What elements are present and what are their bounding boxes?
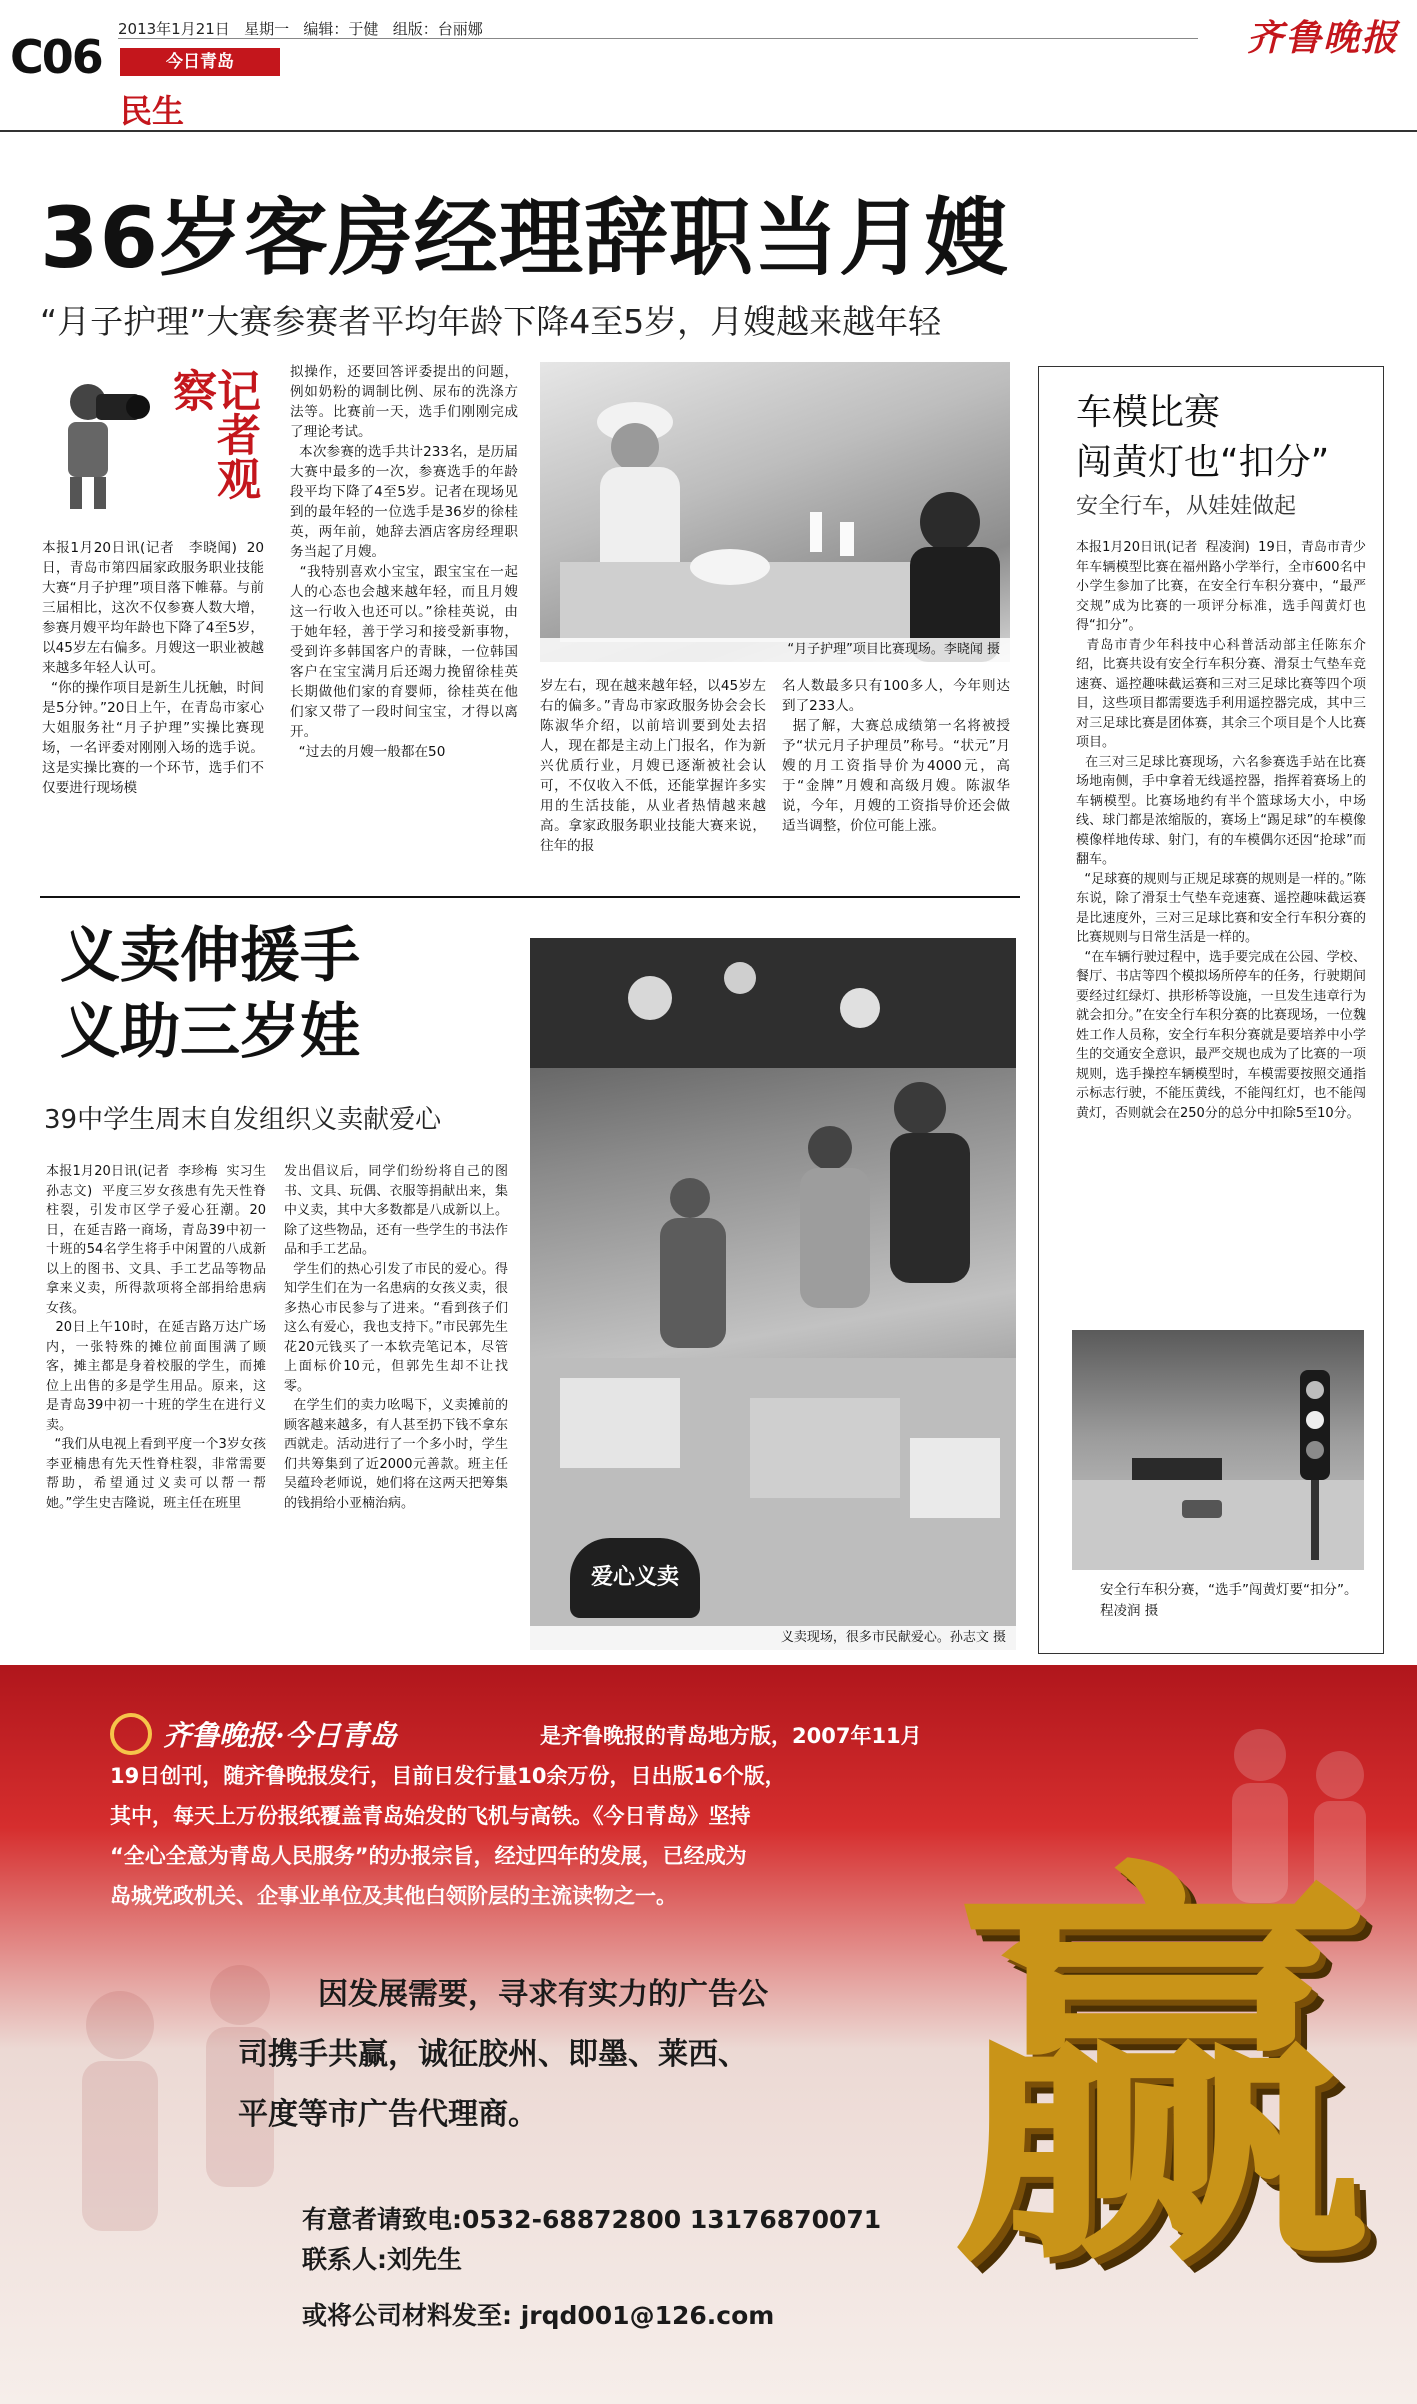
article-3-photo <box>530 938 1016 1650</box>
charity-sign-text: 爱心义卖 <box>590 1565 679 1590</box>
ad-intro-3: 其中，每天上万份报纸覆盖青岛始发的飞机与高铁。《今日青岛》坚持 <box>110 1804 751 1828</box>
ad-contact-phone: 有意者请致电:0532-68872800 13176870071 <box>302 2205 882 2234</box>
charity-sign <box>570 1538 700 1618</box>
article-3-col-1: 本报1月20日讯(记者 李珍梅 实习生 孙志文) 平度三岁女孩患有先天性脊柱裂，引发市区学子爱心狂潮。20日，在延吉路一商场，青岛39中初一十班的54名学生将手中闲置的八成新以上的图书、文具、手工艺品等物品拿来义卖，所得款项将全部捐给患病女孩。 20日上午10时，在延吉路万达广场内，一张特殊的摊位前面围满了顾客，摊主都是身着校服的学生，而摊位上出售的多是学生用品。原来，这是青岛39中初一十班的学生在进行义卖。 “我们从电视上看到平度一个3岁女孩李亚楠患有先天性脊柱裂，非常需要帮助，希望通过义卖可以帮一帮她。”学生史吉隆说，班主任在班里 <box>46 1164 267 1511</box>
dateline: 2013年1月21日 星期一 编辑：于健 组版：台丽娜 <box>118 20 483 38</box>
article-1-col-2: 拟操作，还要回答评委提出的问题，例如奶粉的调制比例、尿布的洗涤方法等。比赛前一天，选手们刚刚完成了理论考试。 本次参赛的选手共计233名，是历届大赛中最多的一次，参赛选手的年龄段平均下降了4至5岁。记者在现场见到的最年轻的一位选手是36岁的徐桂英，两年前，她辞去酒店客房经理职务当起了月嫂。 “我特别喜欢小宝宝，跟宝宝在一起人的心态也会越来越年轻，而且月嫂这一行收入也还可以。”徐桂英说，由于她年轻，善于学习和接受新事物，受到许多韩国客户的青睐，一位韩国客户在宝宝满月后还竭力挽留徐桂英长期做他们家的育婴师，徐桂英在他们家又带了一段时间宝宝，才得以离开。 “过去的月嫂一般都在50 <box>290 364 518 760</box>
article-2-body: 本报1月20日讯(记者 程凌润) 19日，青岛市青少年车辆模型比赛在福州路小学举行，全市600名中小学生参加了比赛，在安全行车积分赛中，“最严交规”成为比赛的一项评分标准，选手闯黄灯也得“扣分”。 青岛市青少年科技中心科普活动部主任陈东介绍，比赛共设有安全行车积分赛、滑泵士气垫车竞速赛、遥控趣味截运赛和三对三足球比赛等四个项目，这些项目都需要选手利用遥控器完成，其中三对三足球比赛是团体赛，其余三个项目是个人比赛项目。 在三对三足球比赛现场，六名参赛选手站在比赛场地南侧，手中拿着无线遥控器，指挥着赛场上的车辆模型。比赛场地约有半个篮球场大小，中场线、球门都是浓缩版的，赛场上“踢足球”的车模像模像样地传球、射门，有的车模偶尔还因“抢球”而翻车。 “足球赛的规则与正规足球赛的规则是一样的。”陈东说，除了滑泵士气垫车竞速赛、遥控趣味截运赛是比速度外，三对三足球比赛和安全行车积分赛的比赛规则与日常生活是一样的。 “在车辆行驶过程中，选手要完成在公园、学校、餐厅、书店等四个模拟场所停车的任务，行驶期间要经过红绿灯、拱形桥等设施，一旦发生违章行为就会扣分。”在安全行车积分赛的比赛现场，一位魏姓工作人员称，安全行车积分赛就是要培养中小学生的交通安全意识，最严交规也成为了比赛的一项规则，选手操控车辆模型时，车模需要按照交通指示标志行驶，不能压黄线，不能闯红灯，也不能闯黄灯，否则就会在250分的总分中扣除5至10分。 <box>1076 540 1366 1121</box>
ad-brand-name: 齐鲁晚报·今日青岛 <box>163 1719 397 1752</box>
article-1-col-1: 本报1月20日讯(记者 李晓闻) 20日，青岛市第四届家政服务职业技能大赛“月子护理”项目落下帷幕。与前三届相比，这次不仅参赛人数大增，参赛月嫂平均年龄也下降了4至5岁，以45岁左右偏多。月嫂这一职业被越来越多年轻人认可。 “你的操作项目是新生儿抚触，时间是5分钟。”20日上午，在青岛市家心大姐服务社“月子护理”实操比赛现场，一名评委对刚刚入场的选手说。这是实操比赛的一个环节，选手们不仅要进行现场模 <box>42 540 264 796</box>
ad-intro-2: 19日创刊，随齐鲁晚报发行，目前日发行量10余万份，日出版16个版， <box>110 1764 786 1788</box>
ad-intro-5: 岛城党政机关、企事业单位及其他白领阶层的主流读物之一。 <box>110 1884 677 1908</box>
ad-offer-2: 司携手共赢，诚征胶州、即墨、莱西、 <box>238 2037 748 2072</box>
article-1-headline: 36岁客房经理辞职当月嫂 <box>40 189 1009 287</box>
dateline-rule <box>118 38 1198 39</box>
section-name: 民生 <box>120 92 185 130</box>
article-1-col-4: 名人数最多只有100多人，今年则达到了233人。 据了解，大赛总成绩第一名将被授予“状元月子护理员”称号。“状元”月嫂的月工资指导价为4000元，高于“金牌”月嫂和高级月嫂。陈淑华说，今年，月嫂的工资指导价还会做适当调整，价位可能上涨。 <box>782 678 1010 834</box>
page-code: C06 <box>10 30 102 84</box>
ad-contact-email: 或将公司材料发至: jrqd001@126.com <box>302 2301 775 2330</box>
article-2-photo <box>1072 1330 1364 1570</box>
header-rule <box>0 130 1417 132</box>
article-1-col-3: 岁左右，现在越来越年轻，以45岁左右的偏多。”青岛市家政服务协会会长陈淑华介绍，以前培训要到处去招人，现在都是主动上门报名，作为新兴优质行业，月嫂已逐渐被社会认可，不仅收入不低，还能掌握许多实用的生活技能，从业者热情越来越高。拿家政服务职业技能大赛来说，往年的报 <box>540 678 766 854</box>
article-2-headline-1: 车模比赛 <box>1076 392 1221 433</box>
reporter-observation-badge <box>40 368 260 520</box>
article-3-col-2: 发出倡议后，同学们纷纷将自己的图书、文具、玩偶、衣服等捐献出来，集中义卖，其中大多数都是八成新以上。除了这些物品，还有一些学生的书法作品和手工艺品。 学生们的热心引发了市民的爱心。得知学生们在为一名患病的女孩义卖，很多热心市民参与了进来。“看到孩子们这么有爱心，我也支持下。”市民郭先生花20元钱买了一本软壳笔记本，尽管上面标价10元，但郭先生却不让找零。 在学生们的卖力吆喝下，义卖摊前的顾客越来越多，有人甚至扔下钱不拿东西就走。活动进行了一个多小时，学生们共筹集到了近2000元善款。班主任吴蕴玲老师说，她们将在这两天把筹集的钱捐给小亚楠治病。 <box>284 1164 508 1511</box>
reporter-observation-label: 记者观察 <box>165 368 260 500</box>
article-1-photo <box>540 362 1010 662</box>
article-1-bottom-rule <box>40 896 1020 898</box>
ad-offer-1: 因发展需要，寻求有实力的广告公 <box>318 1977 768 2012</box>
page-header <box>0 0 1417 130</box>
article-1-subhead: “月子护理”大赛参赛者平均年龄下降4至5岁，月嫂越来越年轻 <box>40 302 942 341</box>
article-2-headline-2: 闯黄灯也“扣分” <box>1076 442 1330 483</box>
advertisement <box>0 1665 1417 2404</box>
ad-brand-swirl-icon <box>110 1713 152 1755</box>
ad-intro-4: “全心全意为青岛人民服务”的办报宗旨，经过四年的发展，已经成为 <box>110 1844 747 1868</box>
article-2-subhead: 安全行车，从娃娃做起 <box>1076 494 1297 519</box>
camera-reporter-icon <box>40 372 150 512</box>
article-3-photo-caption: 义卖现场，很多市民献爱心。孙志文 摄 <box>530 1626 1016 1650</box>
article-2-photo-caption: 安全行车积分赛，“选手”闯黄灯要“扣分”。 程凌润 摄 <box>1100 1582 1358 1619</box>
ad-brand-logo <box>110 1713 397 1753</box>
article-3-headline-2: 义助三岁娃 <box>60 997 360 1067</box>
masthead-logo: 齐鲁晚报 <box>1246 17 1399 59</box>
ad-offer-3: 平度等市广告代理商。 <box>238 2097 538 2132</box>
ad-intro-1: 是齐鲁晚报的青岛地方版，2007年11月 <box>540 1724 922 1748</box>
ad-big-character: 赢 <box>950 1830 1370 2319</box>
article-3-subhead: 39中学生周末自发组织义卖献爱心 <box>44 1105 442 1135</box>
section-tag: 今日青岛 <box>120 48 280 76</box>
article-3-headline-1: 义卖伸援手 <box>60 921 360 991</box>
article-1-photo-caption: “月子护理”项目比赛现场。李晓闻 摄 <box>540 638 1010 662</box>
nursing-scene-illustration <box>540 362 1010 662</box>
traffic-light-scene-illustration <box>1072 1330 1364 1570</box>
ad-contact-person: 联系人:刘先生 <box>302 2245 462 2274</box>
